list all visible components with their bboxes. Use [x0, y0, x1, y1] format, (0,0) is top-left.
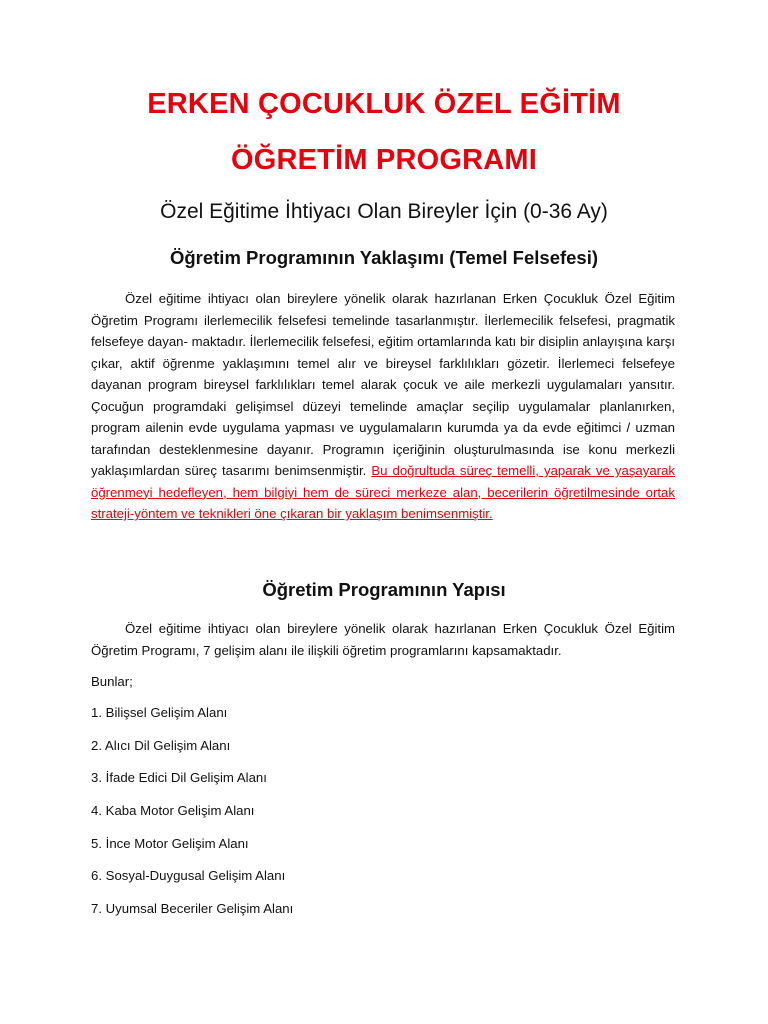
approach-highlight-text: Bu doğrultuda süreç temelli, yaparak ve yaşayarak öğrenmeyi hedefleyen, hem bilgiyi hem de süreci merkeze alan, becerilerin öğretilmesinde ortak strateji-yöntem ve teknikleri öne çıkaran bir yaklaşım benimsenmiştir. [91, 463, 675, 521]
approach-paragraph-text: Özel eğitime ihtiyacı olan bireylere yönelik olarak hazırlanan Erken Çocukluk Özel Eğitim Öğretim Programı ilerlemecilik felsefesi temelinde tasarlanmıştır. İlerlemecilik felsefesi, pragmatik felsefeye dayan- maktadır. İlerlemecilik felsefesi, eğitim ortamlarında katı bir disiplin anlayışına karşı çıkar, aktif öğrenme yaklaşımını temel alır ve bireysel farklılıkları gözetir. İlerlemeci felsefeye dayanan program bireysel farklılıkları temel alarak çocuk ve aile merkezli uygulamaları yansıtır. Çocuğun programdaki gelişimsel düzeyi temelinde amaçlar seçilip uygulamalar planlanırken, program ailenin evde uygulama yapması ve uygulamaların kurumda ya da evde eğitimci / uzman tarafından desteklenmesine dayanır. Programın içeriğinin oluşturulmasında ise konu merkezli yaklaşımlardan süreç tasarımı benimsenmiştir. [91, 291, 675, 478]
development-areas-list [91, 705, 293, 934]
structure-paragraph [91, 618, 675, 661]
document-title-line-1: ERKEN ÇOCUKLUK ÖZEL EĞİTİM [147, 88, 621, 120]
list-item: 4. Kaba Motor Gelişim Alanı [91, 803, 255, 819]
list-item: 6. Sosyal-Duygusal Gelişim Alanı [91, 868, 286, 884]
list-item: 1. Bilişsel Gelişim Alanı [91, 705, 228, 720]
document-subtitle: Özel Eğitime İhtiyacı Olan Bireyler İçin (0-36 Ay) [160, 200, 608, 223]
approach-paragraph [91, 288, 675, 525]
list-item: 3. İfade Edici Dil Gelişim Alanı [91, 770, 267, 786]
list-item: 7. Uyumsal Beceriler Gelişim Alanı [91, 901, 294, 917]
document-title-line-2: ÖĞRETİM PROGRAMI [230, 144, 538, 176]
section-heading-approach: Öğretim Programının Yaklaşımı (Temel Felsefesi) [169, 247, 599, 268]
list-item: 2. Alıcı Dil Gelişim Alanı [91, 737, 231, 753]
section-heading-structure: Öğretim Programının Yapısı [262, 579, 506, 600]
list-intro: Bunlar; [91, 674, 133, 689]
structure-paragraph-text: Özel eğitime ihtiyacı olan bireylere yönelik olarak hazırlanan Erken Çocukluk Özel Eğitim Öğretim Programı, 7 gelişim alanı ile ilişkili öğretim programlarını kapsamaktadır. [91, 621, 675, 658]
list-item: 5. İnce Motor Gelişim Alanı [91, 835, 249, 851]
